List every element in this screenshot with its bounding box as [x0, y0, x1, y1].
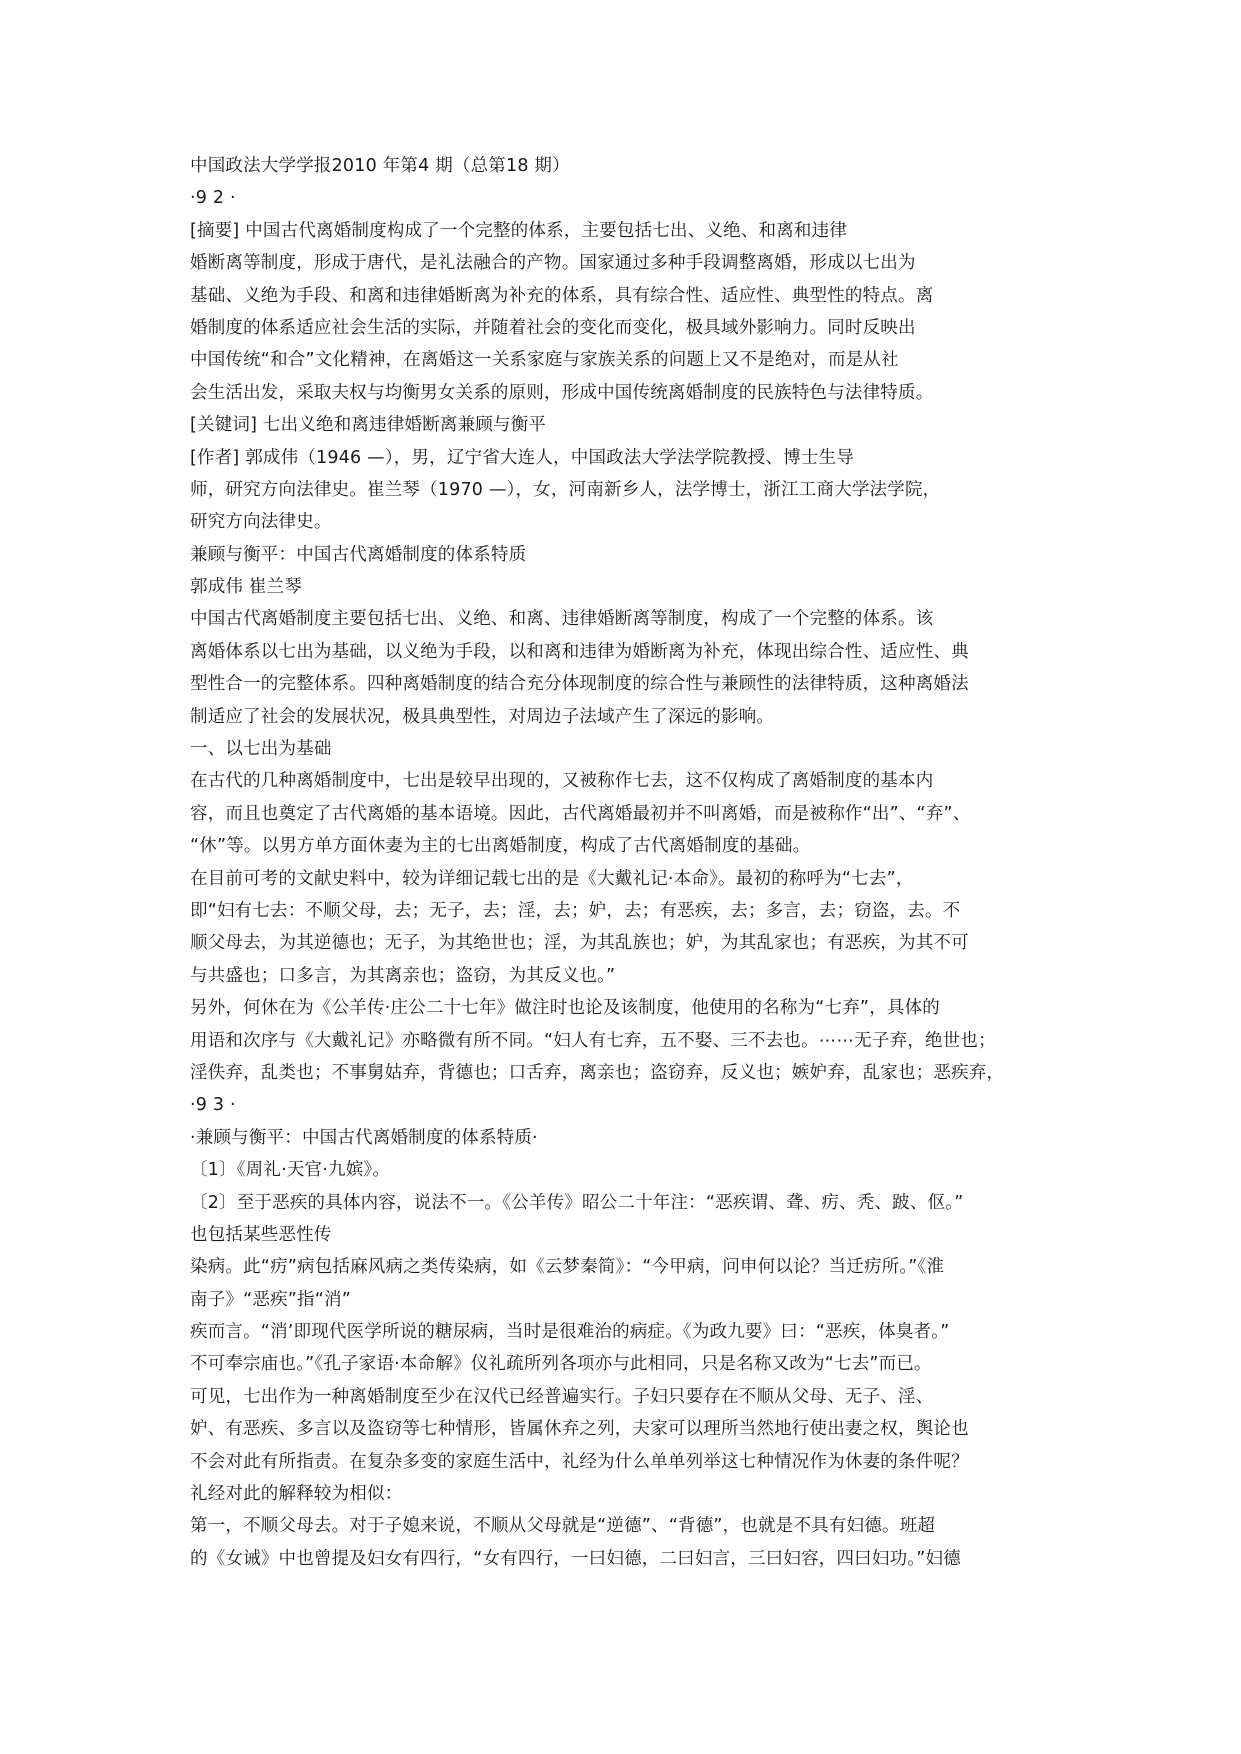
body-line: 不可奉宗庙也。”《孔子家语·本命解》仪礼疏所列各项亦与此相同，只是名称又改为“七去”而已。	[190, 1354, 932, 1375]
body-line: “休”等。以男方单方面休妻为主的七出离婚制度，构成了古代离婚制度的基础。	[190, 836, 811, 857]
author-line: 师，研究方向法律史。崔兰琴（1970 —），女，河南新乡人，法学博士，浙江工商大学法学院，	[190, 479, 941, 500]
document-body	[190, 150, 1070, 1608]
body-line: 的《女诫》中也曾提及妇女有四行，“女有四行，一曰妇德，二曰妇言，三曰妇容，四曰妇功。”妇德	[190, 1548, 961, 1569]
author-line: [作者] 郭成伟（1946 —），男，辽宁省大连人，中国政法大学法学院教授、博士生导	[190, 447, 854, 468]
body-line: 中国古代离婚制度主要包括七出、义绝、和离、违律婚断离等制度，构成了一个完整的体系。该	[190, 609, 934, 630]
article-title: 兼顾与衡平：中国古代离婚制度的体系特质	[190, 544, 527, 565]
body-line: 离婚体系以七出为基础，以义绝为手段，以和离和违律为婚断离为补充，体现出综合性、适应性、典	[190, 641, 969, 662]
footnote-line: 疾而言。“消’即现代医学所说的糖尿病，当时是很难治的病症。《为政九要》曰：“恶疾，体臭者。”	[190, 1322, 950, 1343]
body-line: 可见，七出作为一种离婚制度至少在汉代已经普遍实行。子妇只要存在不顺从父母、无子、淫、	[190, 1386, 934, 1407]
page-number: ·9 2 ·	[190, 188, 236, 209]
abstract-line: [摘要] 中国古代离婚制度构成了一个完整的体系，主要包括七出、义绝、和离和违律	[190, 220, 848, 241]
section-heading: 一、以七出为基础	[190, 739, 332, 760]
body-line: 不会对此有所指责。在复杂多变的家庭生活中，礼经为什么单单列举这七种情况作为休妻的条件呢？	[190, 1451, 969, 1472]
abstract-line: 中国传统“和合”文化精神，在离婚这一关系家庭与家族关系的问题上又不是绝对，而是从社	[190, 350, 899, 371]
body-line: 容，而且也奠定了古代离婚的基本语境。因此，古代离婚最初并不叫离婚，而是被称作“出”、“弃”、	[190, 803, 971, 824]
footnote-line: 染病。此“疠”病包括麻风病之类传染病，如《云梦秦简》：“今甲病，问申何以论？当迁疠所。”《淮	[190, 1257, 945, 1278]
abstract-line: 基础、义绝为手段、和离和违律婚断离为补充的体系，具有综合性、适应性、典型性的特点。离	[190, 285, 934, 306]
abstract-line: 会生活出发，采取夫权与均衡男女关系的原则，形成中国传统离婚制度的民族特色与法律特质。	[190, 382, 934, 403]
body-line: 淫佚弃，乱类也；不事舅姑弃，背德也；口舌弃，离亲也；盗窃弃，反义也；嫉妒弃，乱家也；恶疾弃，	[190, 1062, 1005, 1083]
body-line: 制适应了社会的发展状况，极具典型性，对周边子法域产生了深远的影响。	[190, 706, 775, 727]
body-line: 与共盛也；口多言，为其离亲也；盗窃，为其反义也。”	[190, 965, 616, 986]
running-header: ·兼顾与衡平：中国古代离婚制度的体系特质·	[190, 1127, 538, 1148]
body-line: 用语和次序与《大戴礼记》亦略微有所不同。“妇人有七弃，五不娶、三不去也。⋯⋯无子弃，绝世也；	[190, 1030, 996, 1051]
body-line: 在目前可考的文献史料中，较为详细记载七出的是《大戴礼记·本命》。最初的称呼为“七去”，	[190, 868, 914, 889]
body-line: 型性合一的完整体系。四种离婚制度的结合充分体现制度的综合性与兼顾性的法律特质，这种离婚法	[190, 674, 969, 695]
body-line	[190, 1575, 1070, 1607]
footnote-line: 也包括某些恶性传	[190, 1224, 332, 1245]
body-line: 礼经对此的解释较为相似：	[190, 1484, 403, 1505]
abstract-line: 婚制度的体系适应社会生活的实际，并随着社会的变化而变化，极具域外影响力。同时反映出	[190, 317, 916, 338]
article-authors: 郭成伟 崔兰琴	[190, 577, 302, 598]
body-line: 妒、有恶疾、多言以及盗窃等七种情形，皆属休弃之列，夫家可以理所当然地行使出妻之权，舆论也	[190, 1419, 969, 1440]
body-line: 在古代的几种离婚制度中，七出是较早出现的，又被称作七去，这不仅构成了离婚制度的基本内	[190, 771, 934, 792]
keywords-line: [关键词] 七出义绝和离违律婚断离兼顾与衡平	[190, 415, 547, 436]
journal-header: 中国政法大学学报2010 年第4 期（总第18 期）	[190, 156, 570, 176]
body-line: 第一，不顺父母去。对于子媳来说，不顺从父母就是“逆德”、“背德”，也就是不具有妇德。班超	[190, 1516, 936, 1537]
footnote-line: 〔1〕《周礼·天官·九嫔》。	[190, 1160, 391, 1181]
body-line: 顺父母去，为其逆德也；无子，为其绝世也；淫，为其乱族也；妒，为其乱家也；有恶疾，为其不可	[190, 933, 969, 954]
footnote-line: 〔2〕至于恶疾的具体内容，说法不一。《公羊传》昭公二十年注：“恶疾谓、聋、疠、秃、跛、伛。”	[190, 1192, 964, 1213]
abstract-line: 婚断离等制度，形成于唐代，是礼法融合的产物。国家通过多种手段调整离婚，形成以七出为	[190, 253, 916, 274]
footnote-line: 南子》“恶疾”指“消”	[190, 1289, 351, 1310]
body-line: 即“妇有七去：不顺父母，去；无子，去；淫，去；妒，去；有恶疾，去；多言，去；窃盗，去。不	[190, 900, 961, 921]
page-number: ·9 3 ·	[190, 1095, 236, 1116]
author-line: 研究方向法律史。	[190, 512, 332, 533]
body-line: 另外，何休在为《公羊传·庄公二十七年》做注时也论及该制度，他使用的名称为“七弃”，具体的	[190, 998, 940, 1019]
